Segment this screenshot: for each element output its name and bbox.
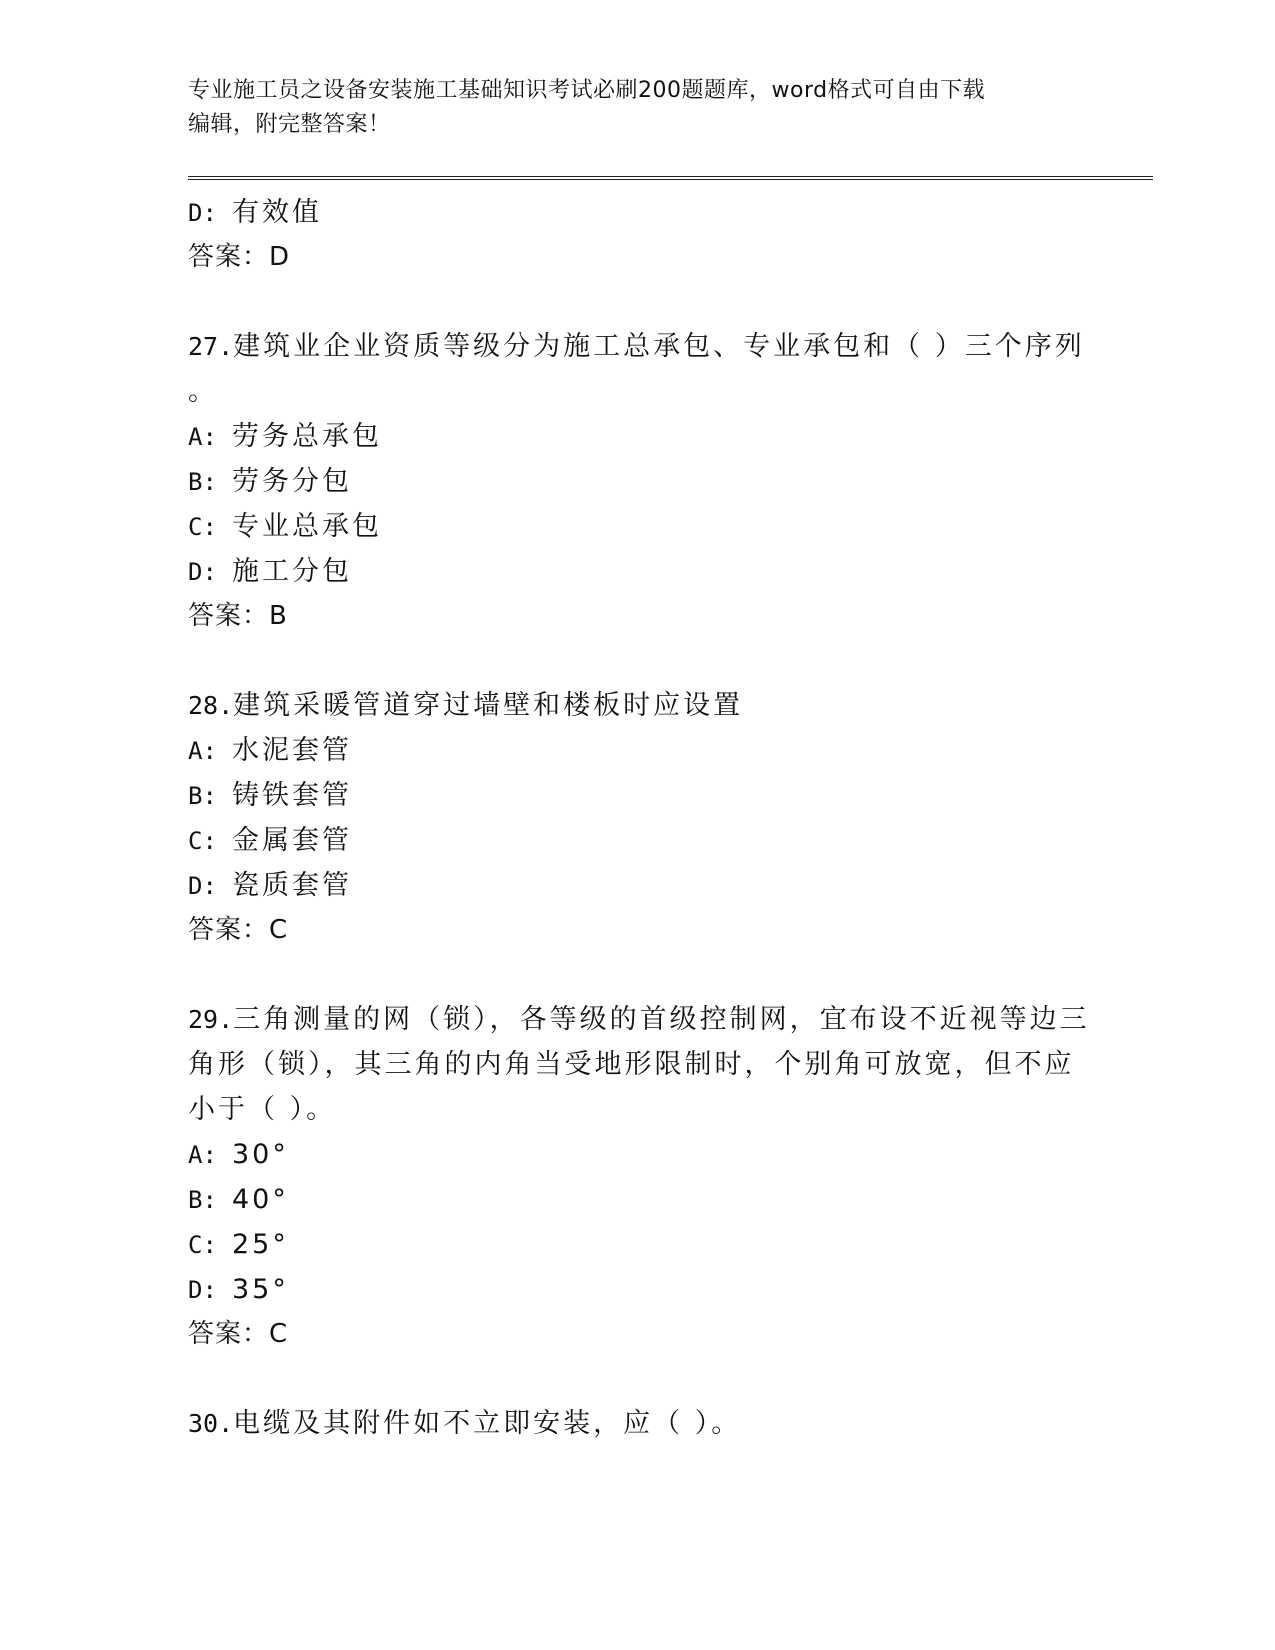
question-stem: [188, 683, 1088, 728]
option-text: 铸铁套管: [232, 780, 352, 811]
option-letter: D:: [188, 558, 217, 586]
answer-previous: 答案：D: [188, 242, 291, 272]
option-letter: C:: [188, 1231, 217, 1259]
header-title-line-1: 专业施工员之设备安装施工基础知识考试必刷200题题库，word格式可自由下载: [188, 78, 986, 103]
question-28: [188, 683, 1088, 953]
option-text: 25°: [232, 1229, 289, 1260]
stem-text-line-1: 建筑业企业资质等级分为施工总承包、专业承包和（ ）三个序列: [233, 331, 1085, 362]
question-stem: [188, 997, 1088, 1042]
stem-text-line-1: 电缆及其附件如不立即安装，应（ ）。: [233, 1408, 742, 1439]
option-letter: D:: [188, 872, 217, 900]
option-b: [188, 459, 1088, 504]
question-content: [188, 190, 1088, 1446]
option-text: 劳务总承包: [232, 421, 382, 452]
option-b: [188, 1177, 1088, 1222]
option-text: 专业总承包: [232, 511, 382, 542]
option-d: [188, 863, 1088, 908]
question-30: [188, 1401, 1088, 1446]
option-letter: A:: [188, 1141, 217, 1169]
option-letter: C:: [188, 513, 217, 541]
option-letter: D:: [188, 199, 217, 227]
option-c: [188, 504, 1088, 549]
stem-text-line-2: 。: [188, 376, 218, 407]
question-stem: [188, 1401, 1088, 1446]
option-a: [188, 414, 1088, 459]
question-29: [188, 997, 1088, 1357]
question-number: 28.: [188, 691, 234, 720]
question-27: [188, 324, 1088, 639]
option-letter: A:: [188, 423, 217, 451]
option-text: 劳务分包: [232, 466, 352, 497]
option-text: 有效值: [232, 197, 322, 228]
answer: 答案：C: [188, 1319, 289, 1349]
option-c: [188, 818, 1088, 863]
option-text: 30°: [232, 1139, 289, 1170]
header-title-line-2: 编辑，附完整答案！: [188, 112, 391, 137]
option-d: [188, 1267, 1088, 1312]
option-a: [188, 1132, 1088, 1177]
stem-text-line-3: 小于（ ）。: [188, 1094, 337, 1125]
option-text: 35°: [232, 1274, 289, 1305]
option-a: [188, 728, 1088, 773]
header-divider: [188, 176, 1153, 180]
stem-text-line-2: 角形（锁），其三角的内角当受地形限制时，个别角可放宽，但不应: [188, 1049, 1075, 1080]
option-letter: D:: [188, 1276, 217, 1304]
option-c: [188, 1222, 1088, 1267]
option-letter: B:: [188, 782, 217, 810]
question-number: 27.: [188, 332, 234, 361]
stem-text-line-1: 建筑采暖管道穿过墙壁和楼板时应设置: [233, 690, 744, 721]
option-text: 瓷质套管: [232, 870, 352, 901]
option-letter: A:: [188, 737, 217, 765]
option-letter: B:: [188, 1186, 217, 1214]
question-number: 29.: [188, 1005, 234, 1034]
option-text: 水泥套管: [232, 735, 352, 766]
option-text: 40°: [232, 1184, 289, 1215]
option-text: 金属套管: [232, 825, 352, 856]
stem-text-line-1: 三角测量的网（锁），各等级的首级控制网，宜布设不近视等边三: [233, 1004, 1090, 1035]
answer: 答案：C: [188, 915, 289, 945]
option-letter: C:: [188, 827, 217, 855]
option-b: [188, 773, 1088, 818]
document-header: [188, 74, 1088, 142]
option-d-previous: [188, 190, 1088, 235]
question-stem: [188, 324, 1088, 369]
option-letter: B:: [188, 468, 217, 496]
option-text: 施工分包: [232, 556, 352, 587]
answer: 答案：B: [188, 601, 288, 631]
question-number: 30.: [188, 1409, 234, 1438]
option-d: [188, 549, 1088, 594]
